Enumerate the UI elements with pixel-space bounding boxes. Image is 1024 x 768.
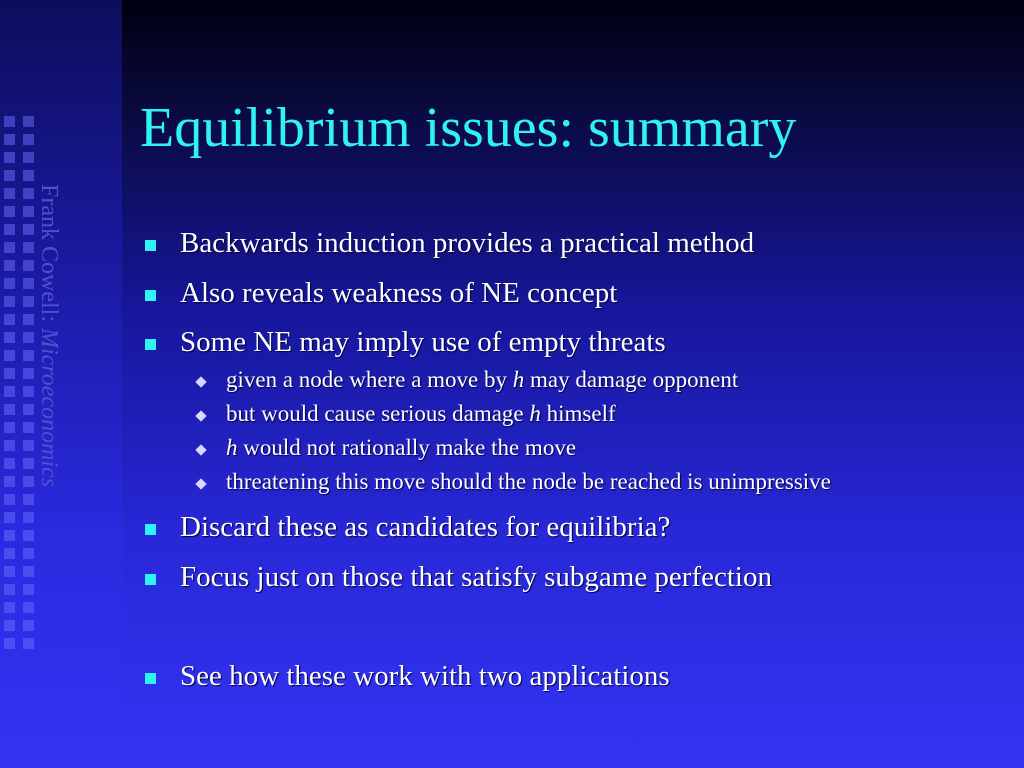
square-bullet-icon [145,524,156,535]
square-bullet-icon [145,240,156,251]
sub-bullet-text: but would cause serious damage [226,401,530,426]
sub-bullet-item [226,401,616,427]
author-credit [35,184,62,487]
sub-bullet-text: would not rationally make the move [237,435,577,460]
diamond-bullet-icon [195,410,206,421]
author-name: Frank Cowell: [36,184,62,322]
variable-h: h [512,367,525,392]
diamond-bullet-icon [195,478,206,489]
square-bullet-icon [145,290,156,301]
bullet-item: Discard these as candidates for equilibria? [180,511,671,543]
bullet-item: See how these work with two applications [180,660,670,692]
variable-h: h [529,401,541,426]
slide-title: Equilibrium issues: summary [140,97,797,159]
bullet-item: Some NE may imply use of empty threats [180,326,666,358]
course-name: Microeconomics [36,328,62,488]
square-bullet-icon [145,673,156,684]
square-bullet-icon [145,574,156,585]
diamond-bullet-icon [195,444,206,455]
bullet-item: Backwards induction provides a practical method [180,227,755,259]
sub-bullet-item: threatening this move should the node be reached is unimpressive [226,469,831,494]
decorative-squares [4,116,34,656]
bullet-item: Also reveals weakness of NE concept [180,277,618,309]
square-bullet-icon [145,339,156,350]
diamond-bullet-icon [195,376,206,387]
bullet-item: Focus just on those that satisfy subgame perfection [180,561,772,593]
sub-bullet-text: may damage opponent [524,367,739,392]
sub-bullet-item [226,435,576,461]
sub-bullet-item [226,367,738,393]
sidebar [0,0,122,768]
sub-bullet-text: himself [540,401,616,426]
variable-h: h [226,435,238,460]
sub-bullet-text: given a node where a move by [226,367,513,392]
